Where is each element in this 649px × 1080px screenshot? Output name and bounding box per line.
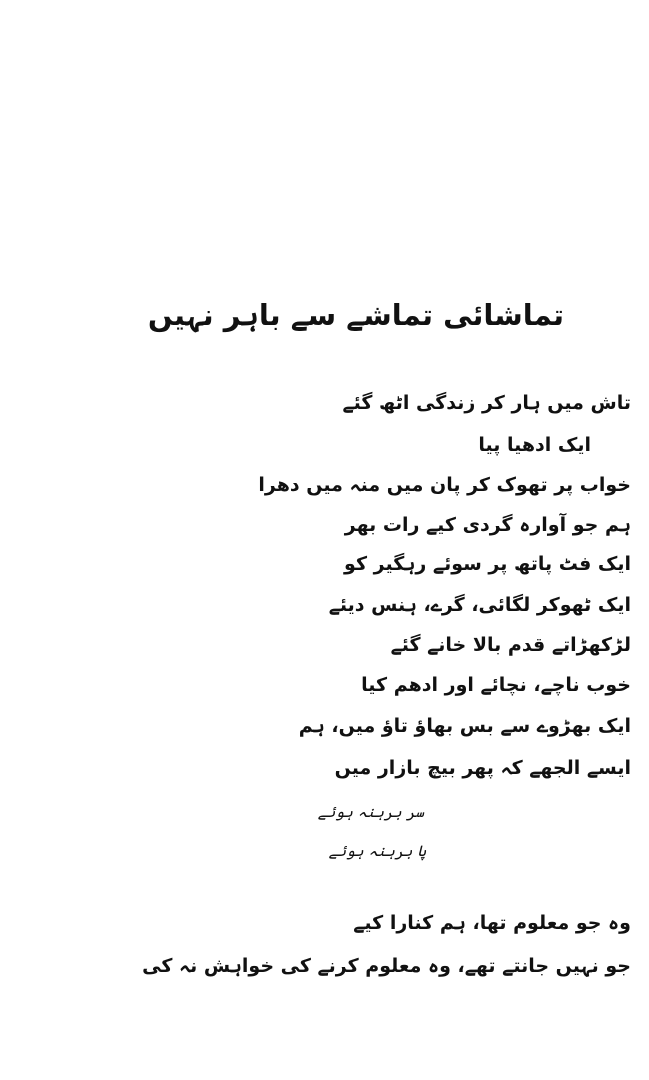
verse-line: ایک فٹ پاتھ پر سوئے رہگیر کو — [344, 553, 631, 575]
verse-line: ہم جو آوارہ گردی کیے رات بھر — [344, 514, 631, 536]
refrain-line: پا برہنہ ہوئے — [328, 842, 426, 860]
refrain-line: سر برہنہ ہوئے — [317, 803, 424, 821]
verse-line: خواب پر تھوک کر پان میں منہ میں دھرا — [258, 474, 631, 496]
verse-line: خوب ناچے، نچائے اور ادھم کیا — [361, 674, 631, 696]
verse-line: ایک بھڑوے سے بس بھاؤ تاؤ میں، ہم — [298, 715, 631, 737]
verse-line: ایسے الجھے کہ پھر بیچ بازار میں — [334, 757, 631, 779]
verse-line: تاش میں ہار کر زندگی اٹھ گئے — [342, 392, 631, 414]
closing-line: وہ جو معلوم تھا، ہم کنارا کیے — [353, 912, 631, 934]
poem-title: تماشائی تماشے سے باہر نہیں — [147, 298, 564, 332]
verse-line: ایک ٹھوکر لگائی، گرے، ہنس دیئے — [328, 594, 631, 616]
verse-line: لڑکھڑاتے قدم بالا خانے گئے — [390, 634, 631, 656]
closing-line: جو نہیں جانتے تھے، وہ معلوم کرنے کی خواہش نہ کی — [142, 955, 631, 977]
verse-line: ایک ادھیا پیا — [478, 434, 591, 456]
